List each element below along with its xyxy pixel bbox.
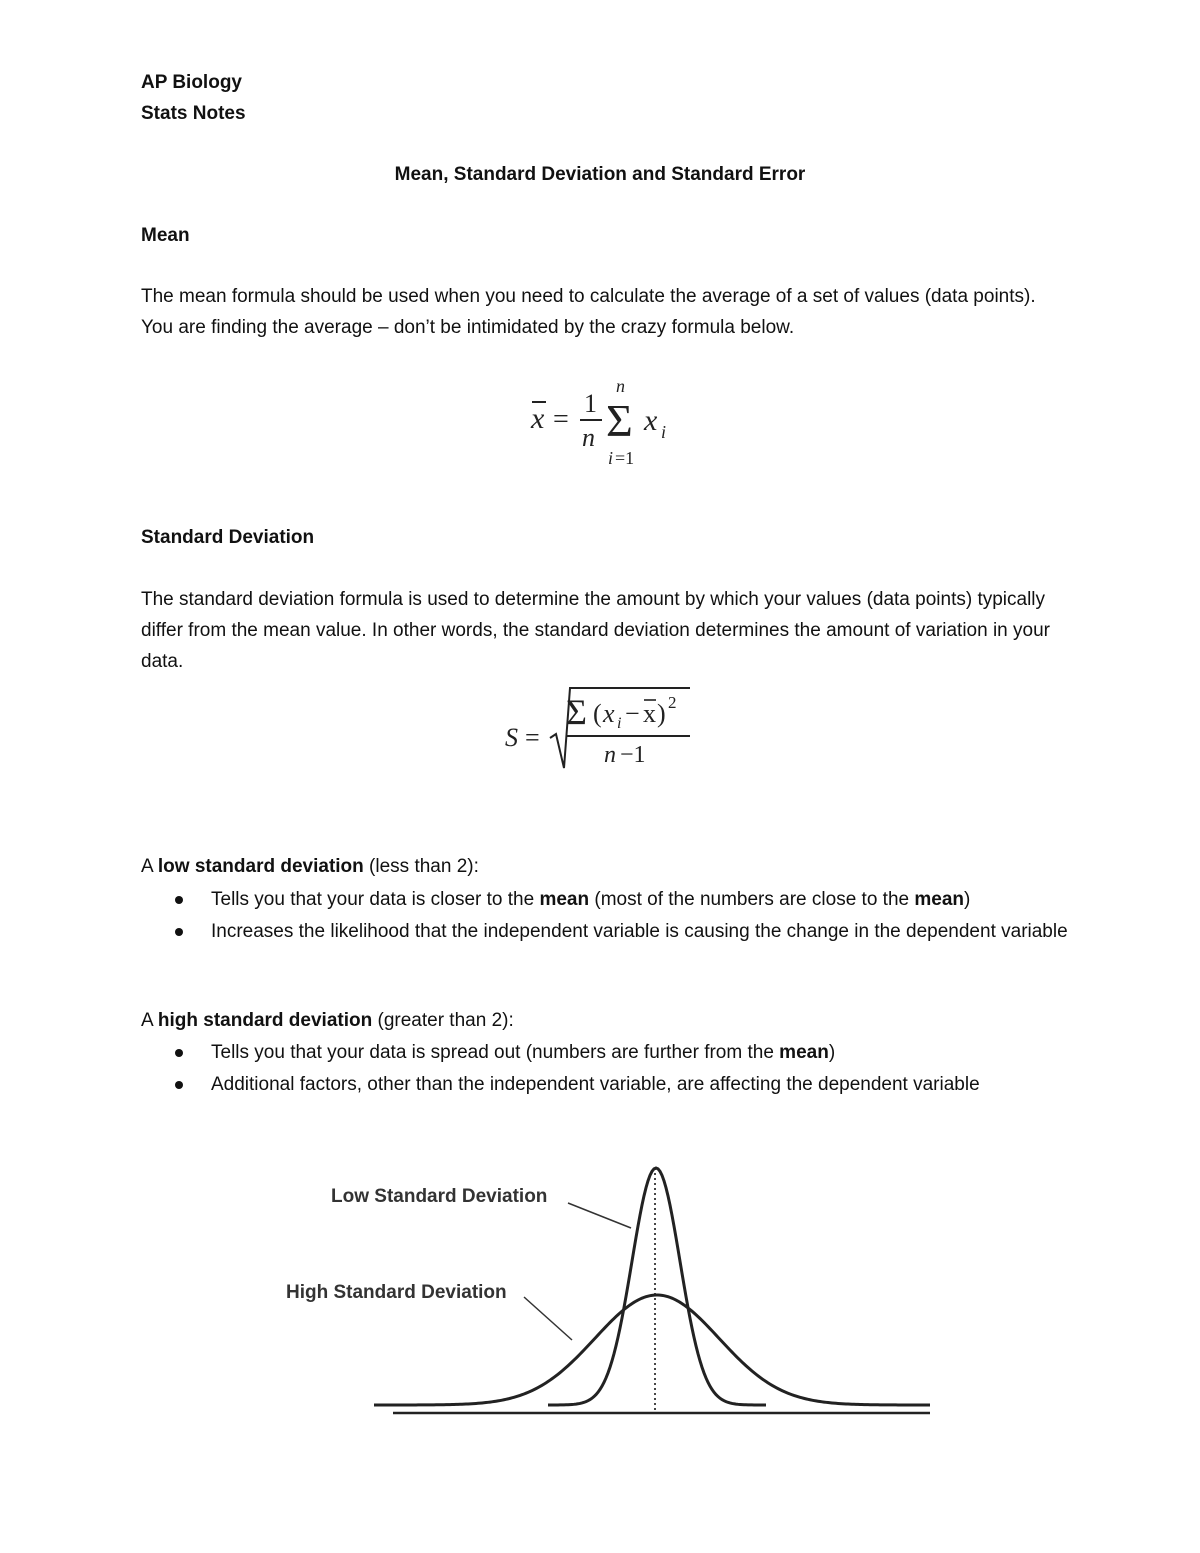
svg-text:): ) [657, 699, 666, 728]
svg-text:Σ: Σ [566, 692, 587, 732]
svg-text:=1: =1 [615, 448, 635, 468]
list-item: Tells you that your data is closer to the mean (most of the numbers are close to the mean) [141, 885, 1071, 915]
sd-heading: Standard Deviation [141, 527, 315, 548]
svg-text:n: n [604, 742, 616, 768]
mean-heading: Mean [141, 225, 190, 246]
svg-text:S: S [505, 723, 518, 752]
svg-text:Σ: Σ [606, 395, 633, 446]
svg-text:x: x [644, 404, 658, 437]
svg-text:i: i [608, 448, 614, 468]
low-sd-intro: A low standard deviation (less than 2): [141, 856, 479, 877]
high-sd-arrow [524, 1297, 572, 1340]
svg-text:−1: −1 [620, 742, 646, 768]
svg-text:x: x [603, 699, 615, 728]
sd-formula [500, 682, 710, 782]
svg-text:1: 1 [584, 389, 597, 418]
svg-text:(: ( [593, 699, 602, 728]
list-item: Tells you that your data is spread out (numbers are further from the mean) [141, 1038, 1071, 1068]
course-title: AP Biology [141, 72, 242, 93]
list-item: Additional factors, other than the independent variable, are affecting the dependent variable [141, 1070, 1071, 1100]
page-title: Mean, Standard Deviation and Standard Error [394, 164, 806, 185]
mean-paragraph: The mean formula should be used when you need to calculate the average of a set of values (data points). You are finding the average – don’t be intimidated by the crazy formula below. [141, 286, 1036, 338]
svg-text:x: x [643, 699, 656, 728]
high-sd-intro: A high standard deviation (greater than 2): [141, 1010, 514, 1031]
low-sd-curve [548, 1168, 766, 1405]
sd-paragraph: The standard deviation formula is used to determine the amount by which your values (data points) typically differ from the mean value. In other words, the standard deviation determines the amount of variation in your data. [141, 589, 1050, 672]
svg-text:i: i [661, 422, 667, 442]
notes-subtitle: Stats Notes [141, 103, 246, 124]
svg-text:i: i [617, 715, 622, 732]
svg-text:−: − [625, 699, 640, 728]
svg-text:=: = [525, 723, 540, 752]
high-sd-bullets [141, 1038, 1071, 1100]
list-item: Increases the likelihood that the independent variable is causing the change in the dependent variable [141, 917, 1071, 947]
low-sd-label: Low Standard Deviation [331, 1186, 548, 1207]
low-sd-bullets [141, 885, 1071, 947]
svg-text:x: x [531, 402, 545, 435]
high-sd-curve [374, 1295, 930, 1405]
svg-text:2: 2 [668, 693, 677, 712]
svg-text:n: n [582, 423, 595, 452]
mean-formula [520, 372, 700, 472]
low-sd-arrow [568, 1203, 631, 1228]
sd-comparison-figure [0, 1140, 1200, 1440]
svg-text:=: = [553, 404, 569, 435]
svg-text:n: n [616, 376, 625, 396]
high-sd-label: High Standard Deviation [286, 1282, 507, 1303]
